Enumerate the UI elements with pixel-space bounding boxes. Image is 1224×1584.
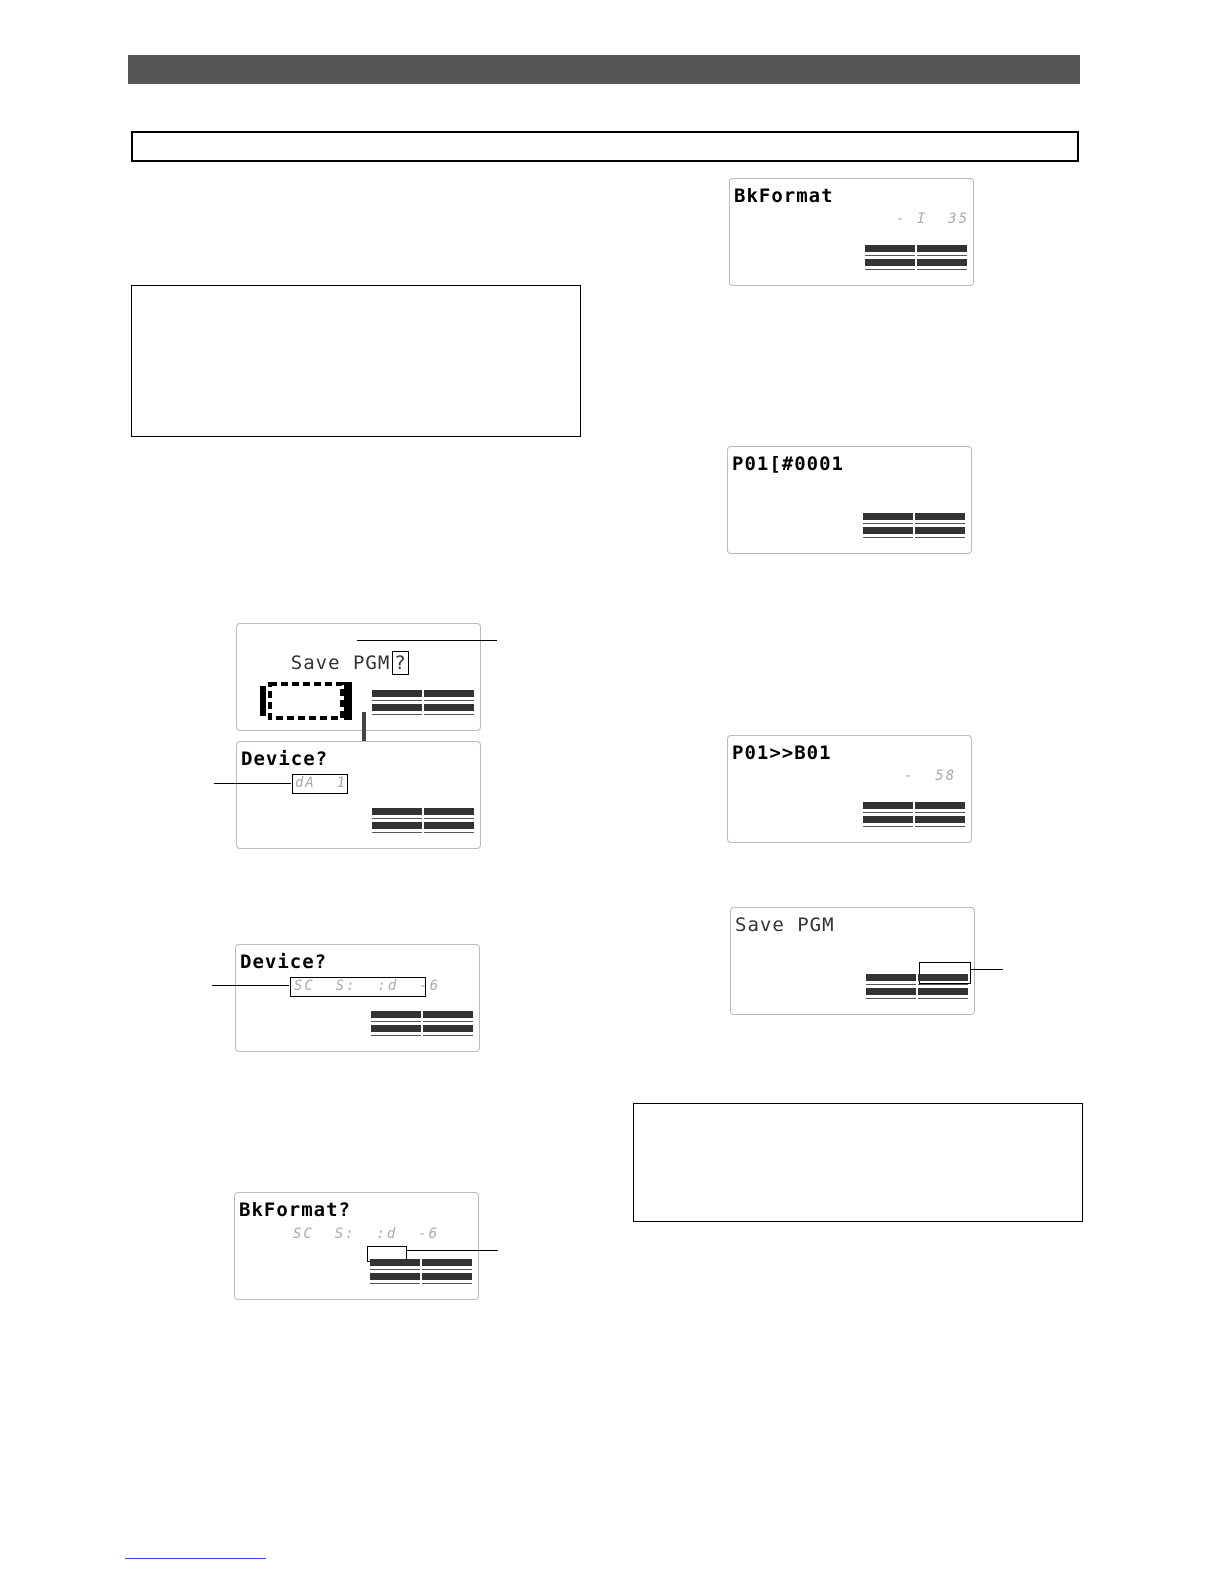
leader-line-device-1: [214, 783, 291, 784]
lcd-device-1: [236, 741, 481, 849]
leader-line-device-2: [212, 985, 289, 986]
cursor-box: ?: [394, 652, 407, 674]
lcd-device-2: [235, 944, 480, 1052]
level-meter: [371, 1011, 475, 1037]
lcd-title: P01[#0001: [732, 453, 844, 475]
lcd-bkformat-query: [234, 1192, 479, 1300]
progress-value: - I 35: [896, 211, 970, 227]
lcd-program-to-backup: [727, 735, 972, 843]
device-value: SC S: :d -6: [294, 978, 441, 994]
level-meter: [370, 1259, 474, 1285]
leader-line-meter: [406, 1250, 498, 1251]
progress-value: - 58: [904, 768, 957, 784]
lcd-title: Save PGM: [290, 652, 391, 674]
section-title-box: [131, 131, 1079, 162]
leader-line-cursor: [357, 640, 497, 641]
device-value: SC S: :d -6: [293, 1226, 440, 1242]
header-bar: [128, 55, 1080, 84]
lcd-title: Device?: [240, 951, 328, 973]
note-box-left: [131, 285, 581, 437]
lcd-title: Device?: [241, 748, 329, 770]
disk-icon: [260, 682, 352, 720]
lcd-title: BkFormat: [734, 185, 834, 207]
lcd-title: Save PGM: [735, 914, 835, 936]
level-meter: [863, 513, 967, 539]
lcd-title: BkFormat?: [239, 1199, 351, 1221]
level-meter: [372, 808, 476, 834]
level-meter: [372, 690, 476, 716]
leader-line-save-meter: [970, 969, 1003, 970]
level-meter: [865, 245, 969, 271]
device-value: dA 1: [295, 775, 348, 791]
lcd-title: P01>>B01: [732, 742, 832, 764]
lcd-save-pgm: [730, 907, 975, 1015]
note-box-right: [633, 1103, 1083, 1222]
lcd-bkformat: [729, 178, 974, 286]
lcd-program-number: [727, 446, 972, 554]
footer-link-underline[interactable]: [125, 1558, 266, 1559]
level-meter: [863, 802, 967, 828]
level-meter: [866, 974, 970, 1000]
